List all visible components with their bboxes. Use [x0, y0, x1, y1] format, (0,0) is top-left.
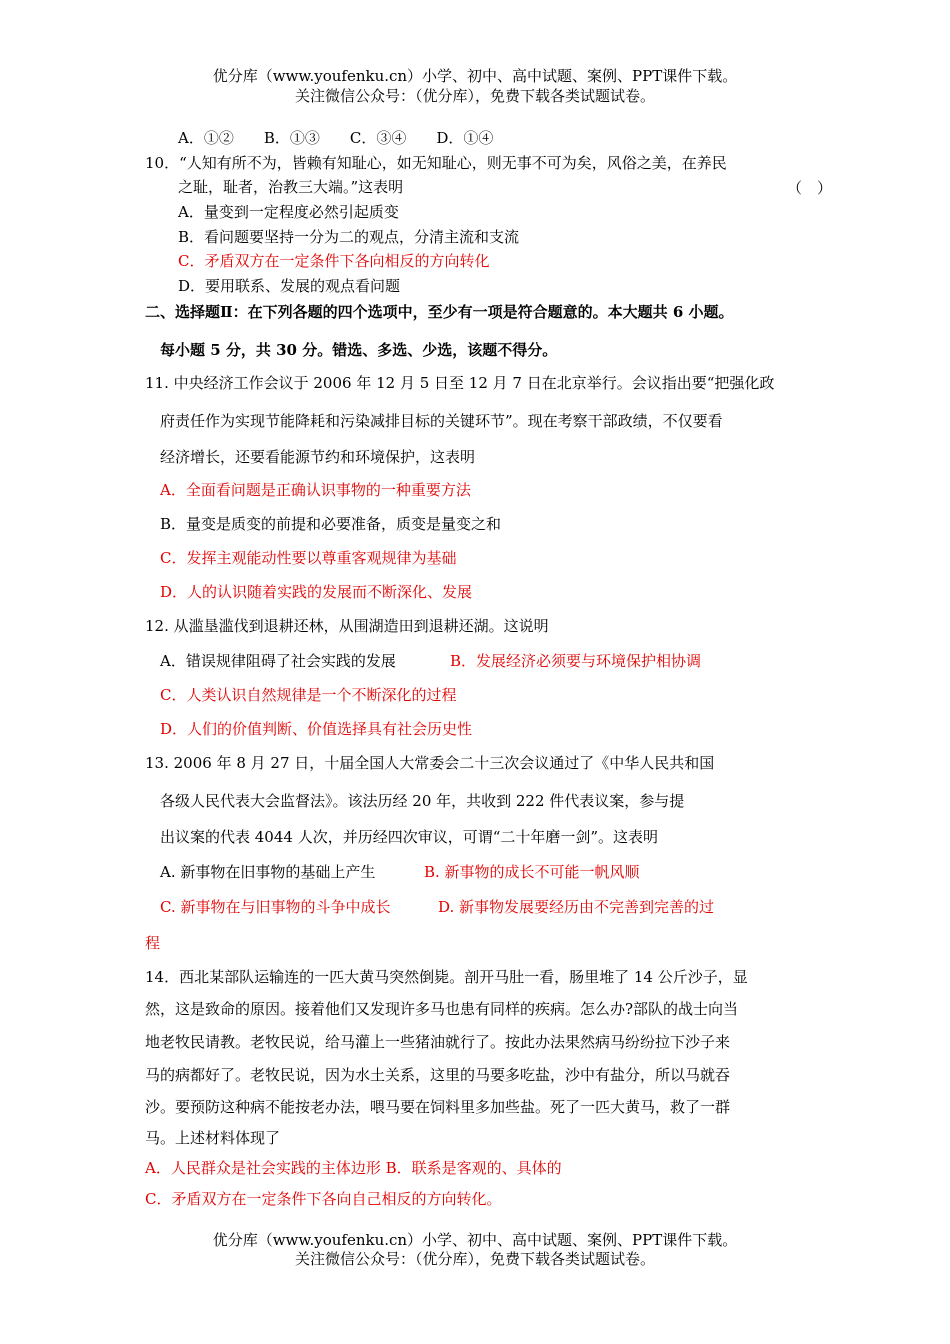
header-line-2: 关注微信公众号：（优分库），免费下载各类试题试卷。: [294, 87, 655, 105]
q11-stem-1: 11. 中央经济工作会议于 2006 年 12 月 5 日至 12 月 7 日在北京举行。会议指出要“把强化政: [145, 374, 775, 392]
q11-stem-2: 府责任作为实现节能降耗和污染减排目标的关键环节”。现在考察干部政绩，不仅要看: [160, 412, 723, 430]
q14-line-5: 沙。要预防这种病不能按老办法，喂马要在饲料里多加些盐。死了一匹大黄马，救了一群: [145, 1098, 731, 1116]
q10-option-b: B．看问题要坚持一分为二的观点，分清主流和支流: [178, 228, 520, 246]
q12-option-a: A．错误规律阻碍了社会实践的发展: [160, 652, 396, 670]
q9-options: A．①② B．①③ C．③④ D．①④: [178, 129, 494, 147]
q13-stem-2: 各级人民代表大会监督法》。该法历经 20 年，共收到 222 件代表议案，参与提: [160, 792, 685, 810]
q10-option-a: A．量变到一定程度必然引起质变: [178, 203, 399, 221]
section-2-rules: 每小题 5 分，共 30 分。错选、多选、少选，该题不得分。: [160, 341, 558, 359]
q11-stem-3: 经济增长，还要看能源节约和环境保护，这表明: [160, 448, 476, 466]
q14-line-3: 地老牧民请教。老牧民说，给马灌上一些猪油就行了。按此办法果然病马纷纷拉下沙子来: [145, 1033, 731, 1051]
q10-option-c: C．矛盾双方在一定条件下各向相反的方向转化: [178, 252, 490, 270]
header-line-1: 优分库（www.youfenku.cn）小学、初中、高中试题、案例、PPT课件下载。: [212, 67, 738, 85]
section-2-heading: 二、选择题Ⅱ：在下列各题的四个选项中，至少有一项是符合题意的。本大题共 6 小题。: [145, 303, 734, 321]
q11-option-d: D．人的认识随着实践的发展而不断深化、发展: [160, 583, 473, 601]
q14-line-2: 然，这是致命的原因。接着他们又发现许多马也患有同样的疾病。怎么办?部队的战士向当: [145, 1000, 739, 1018]
q14-line-1: 14．西北某部队运输连的一匹大黄马突然倒毙。剖开马肚一看，肠里堆了 14 公斤沙子，显: [145, 968, 748, 986]
q11-option-c: C．发挥主观能动性要以尊重客观规律为基础: [160, 549, 457, 567]
q14-options-ab: A．人民群众是社会实践的主体边形 B．联系是客观的、具体的: [145, 1159, 562, 1177]
answer-parentheses: （ ）: [787, 179, 833, 197]
q13-stem-3: 出议案的代表 4044 人次，并历经四次审议，可谓“二十年磨一剑”。这表明: [160, 828, 659, 846]
q13-option-d: D. 新事物发展要经历由不完善到完善的过: [438, 898, 715, 916]
q12-stem: 12. 从滥垦滥伐到退耕还林，从围湖造田到退耕还湖。这说明: [145, 617, 549, 635]
footer-line-2: 关注微信公众号：（优分库），免费下载各类试题试卷。: [294, 1250, 655, 1268]
q13-stem-1: 13. 2006 年 8 月 27 日，十届全国人大常委会二十三次会议通过了《中华人民共和国: [145, 754, 715, 772]
q13-option-b: B. 新事物的成长不可能一帆风顺: [424, 863, 640, 881]
footer-line-1: 优分库（www.youfenku.cn）小学、初中、高中试题、案例、PPT课件下载。: [212, 1231, 738, 1249]
q14-option-c: C．矛盾双方在一定条件下各向自己相反的方向转化。: [145, 1190, 502, 1208]
q13-option-a: A. 新事物在旧事物的基础上产生: [160, 863, 376, 881]
q13-option-d-wrap: 程: [145, 934, 161, 952]
q13-option-c: C. 新事物在与旧事物的斗争中成长: [160, 898, 391, 916]
q12-option-c: C．人类认识自然规律是一个不断深化的过程: [160, 686, 457, 704]
q11-option-b: B．量变是质变的前提和必要准备，质变是量变之和: [160, 515, 502, 533]
q10-option-d: D．要用联系、发展的观点看问题: [178, 277, 401, 295]
q11-option-a: A．全面看问题是正确认识事物的一种重要方法: [160, 481, 471, 499]
q14-line-6: 马。上述材料体现了: [145, 1129, 281, 1147]
q12-option-d: D．人们的价值判断、价值选择具有社会历史性: [160, 720, 473, 738]
q10-stem-2: 之耻，耻者，治教三大端。”这表明: [178, 178, 404, 196]
q10-stem-1: 10．“人知有所不为，皆赖有知耻心，如无知耻心，则无事不可为矣，风俗之美，在养民: [145, 154, 727, 172]
q14-line-4: 马的病都好了。老牧民说，因为水土关系，这里的马要多吃盐，沙中有盐分，所以马就吞: [145, 1066, 731, 1084]
q12-option-b: B．发展经济必须要与环境保护相协调: [450, 652, 702, 670]
